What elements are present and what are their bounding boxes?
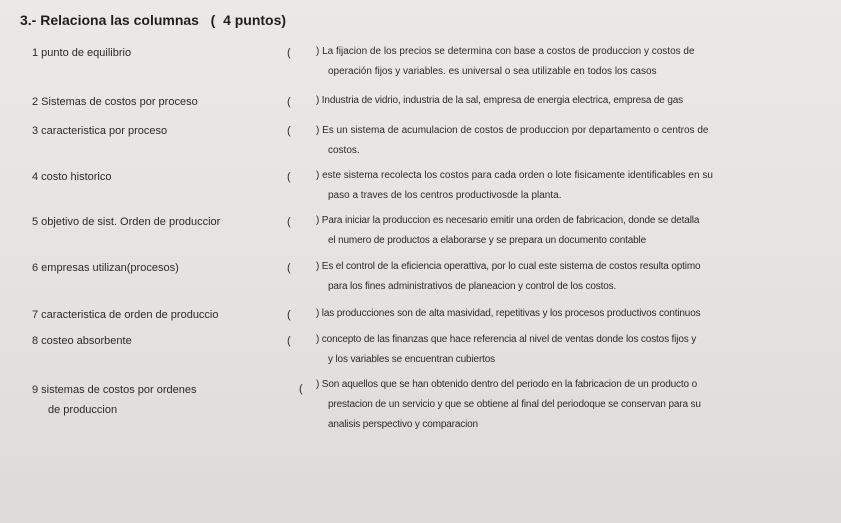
- right-text-line: ) Industria de vidrio, industria de la sal, empresa de energia electrica, empresa de gas: [316, 95, 684, 106]
- right-text-line: ) este sistema recolecta los costos para cada orden o lote fisicamente identificables en su: [316, 170, 713, 181]
- right-text-line: costos.: [328, 145, 360, 156]
- left-column-item: 8 costeo absorbente: [32, 335, 132, 347]
- left-column-item: 5 objetivo de sist. Orden de produccior: [32, 216, 221, 228]
- left-column-item: 4 costo historico: [32, 171, 112, 183]
- right-text-line: el numero de productos a elaborarse y se prepara un documento contable: [328, 235, 647, 246]
- answer-blank[interactable]: (: [287, 335, 291, 347]
- answer-blank[interactable]: (: [287, 262, 291, 274]
- left-column-item: 6 empresas utilizan(procesos): [32, 262, 179, 274]
- right-column-item: [316, 166, 713, 206]
- right-text-line: ) las producciones son de alta masividad, repetitivas y los procesos productivos continuos: [316, 308, 701, 319]
- right-column-item: [316, 330, 696, 370]
- left-column-item: 2 Sistemas de costos por proceso: [32, 96, 198, 108]
- right-column-item: [316, 257, 700, 297]
- worksheet-title: 3.- Relaciona las columnas ( 4 puntos): [20, 12, 287, 28]
- answer-blank[interactable]: (: [287, 125, 291, 137]
- answer-blank[interactable]: (: [287, 96, 291, 108]
- answer-blank[interactable]: (: [287, 216, 291, 228]
- right-column-item: [316, 304, 700, 324]
- right-text-line: ) Para iniciar la produccion es necesario emitir una orden de fabricacion, donde se detalla: [316, 215, 700, 226]
- right-text-line: ) Es un sistema de acumulacion de costos de produccion por departamento o centros de: [316, 125, 709, 136]
- left-column-item: 7 caracteristica de orden de produccio: [32, 309, 219, 321]
- right-column-item: [316, 91, 683, 111]
- right-text-line: ) Son aquellos que se han obtenido dentro del periodo en la fabricacion de un producto o: [316, 379, 697, 390]
- right-column-item: [316, 211, 699, 251]
- answer-blank[interactable]: (: [287, 47, 291, 59]
- left-column-item: [32, 380, 196, 420]
- right-text-line: ) concepto de las finanzas que hace referencia al nivel de ventas donde los costos fijos y: [316, 334, 697, 345]
- answer-blank[interactable]: (: [287, 171, 291, 183]
- left-column-item: 1 punto de equilibrio: [32, 47, 132, 59]
- right-text-line: analisis perspectivo y comparacion: [328, 419, 478, 430]
- right-text-line: para los fines administrativos de planeacion y control de los costos.: [328, 281, 617, 292]
- right-text-line: operación fijos y variables. es universal o sea utilizable en todos los casos: [328, 66, 657, 77]
- left-column-item: 3 caracteristica por proceso: [32, 125, 168, 137]
- right-text-line: ) Es el control de la eficiencia operattiva, por lo cual este sistema de costos resulta optimo: [316, 261, 701, 272]
- right-text-line: ) La fijacion de los precios se determina con base a costos de produccion y costos de: [316, 46, 695, 57]
- answer-blank[interactable]: (: [299, 383, 303, 395]
- right-text-line: y los variables se encuentran cubiertos: [328, 354, 496, 365]
- left-text-line: de produccion: [48, 404, 118, 416]
- right-column-item: [316, 42, 695, 82]
- answer-blank[interactable]: (: [287, 309, 291, 321]
- left-text-line: 9 sistemas de costos por ordenes: [32, 384, 197, 396]
- right-column-item: [316, 121, 708, 161]
- right-text-line: paso a traves de los centros productivosde la planta.: [328, 190, 562, 201]
- right-column-item: [316, 375, 701, 435]
- right-text-line: prestacion de un servicio y que se obtiene al final del periodoque se conservan para su: [328, 399, 701, 410]
